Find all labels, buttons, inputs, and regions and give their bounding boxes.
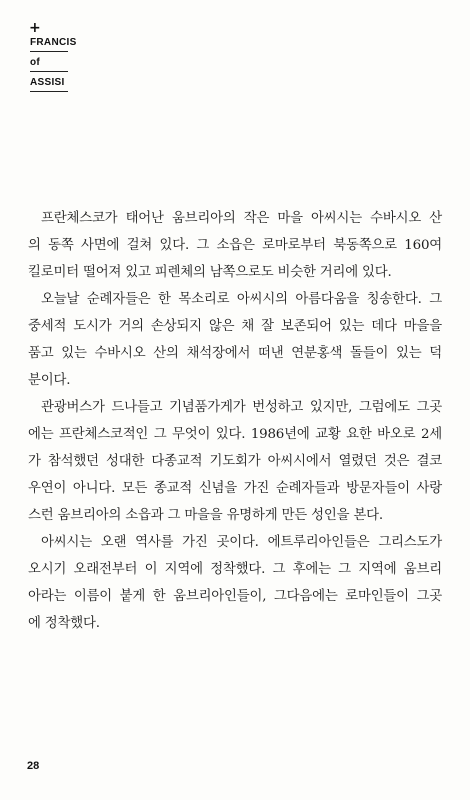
paragraph bbox=[28, 394, 442, 529]
text-line: 스런 움브리아의 소읍과 그 마을을 유명하게 만든 성인을 본다. bbox=[28, 508, 383, 523]
text-line: 우연이 아니다. 모든 종교적 신념을 가진 순례자들과 방문자들이 사랑 bbox=[28, 481, 442, 496]
paragraph bbox=[28, 205, 442, 286]
text-line: 아라는 이름이 붙게 한 움브리아인들이, 그다음에는 로마인들이 그곳 bbox=[28, 589, 442, 604]
text-line: 중세적 도시가 거의 손상되지 않은 채 잘 보존되어 있는 데다 마을을 bbox=[28, 319, 442, 334]
text-line: 품고 있는 수바시오 산의 채석장에서 떠낸 연분홍색 돌들이 있는 덕 bbox=[28, 346, 442, 361]
body-text bbox=[28, 205, 442, 637]
header-line-assisi: ASSISI bbox=[30, 77, 68, 92]
header-line-francis: FRANCIS bbox=[30, 37, 68, 52]
paragraph bbox=[28, 286, 442, 394]
header-line-of: of bbox=[30, 57, 68, 72]
paragraph bbox=[28, 529, 442, 637]
plus-icon: + bbox=[29, 20, 41, 36]
running-header bbox=[30, 21, 90, 97]
page-number: 28 bbox=[27, 760, 40, 772]
text-line: 가 참석했던 성대한 다종교적 기도회가 아씨시에서 열렸던 것은 결코 bbox=[28, 454, 442, 469]
text-line: 킬로미터 떨어져 있고 피렌체의 남쪽으로도 비슷한 거리에 있다. bbox=[28, 265, 392, 280]
text-line: 에 정착했다. bbox=[28, 616, 100, 631]
text-line: 프란체스코가 태어난 움브리아의 작은 마을 아씨시는 수바시오 산 bbox=[41, 211, 442, 226]
text-line: 오시기 오래전부터 이 지역에 정착했다. 그 후에는 그 지역에 움브리 bbox=[28, 562, 442, 577]
text-line: 아씨시는 오랜 역사를 가진 곳이다. 에트루리아인들은 그리스도가 bbox=[41, 535, 442, 550]
text-line: 관광버스가 드나들고 기념품가게가 번성하고 있지만, 그럼에도 그곳 bbox=[41, 400, 442, 415]
text-line: 오늘날 순례자들은 한 목소리로 아씨시의 아름다움을 칭송한다. 그 bbox=[41, 292, 442, 307]
text-line: 의 동쪽 사면에 걸쳐 있다. 그 소읍은 로마로부터 북동쪽으로 160여 bbox=[28, 238, 442, 253]
text-line: 분이다. bbox=[28, 373, 71, 388]
text-line: 에는 프란체스코적인 그 무엇이 있다. 1986년에 교황 요한 바오로 2세 bbox=[28, 427, 442, 442]
